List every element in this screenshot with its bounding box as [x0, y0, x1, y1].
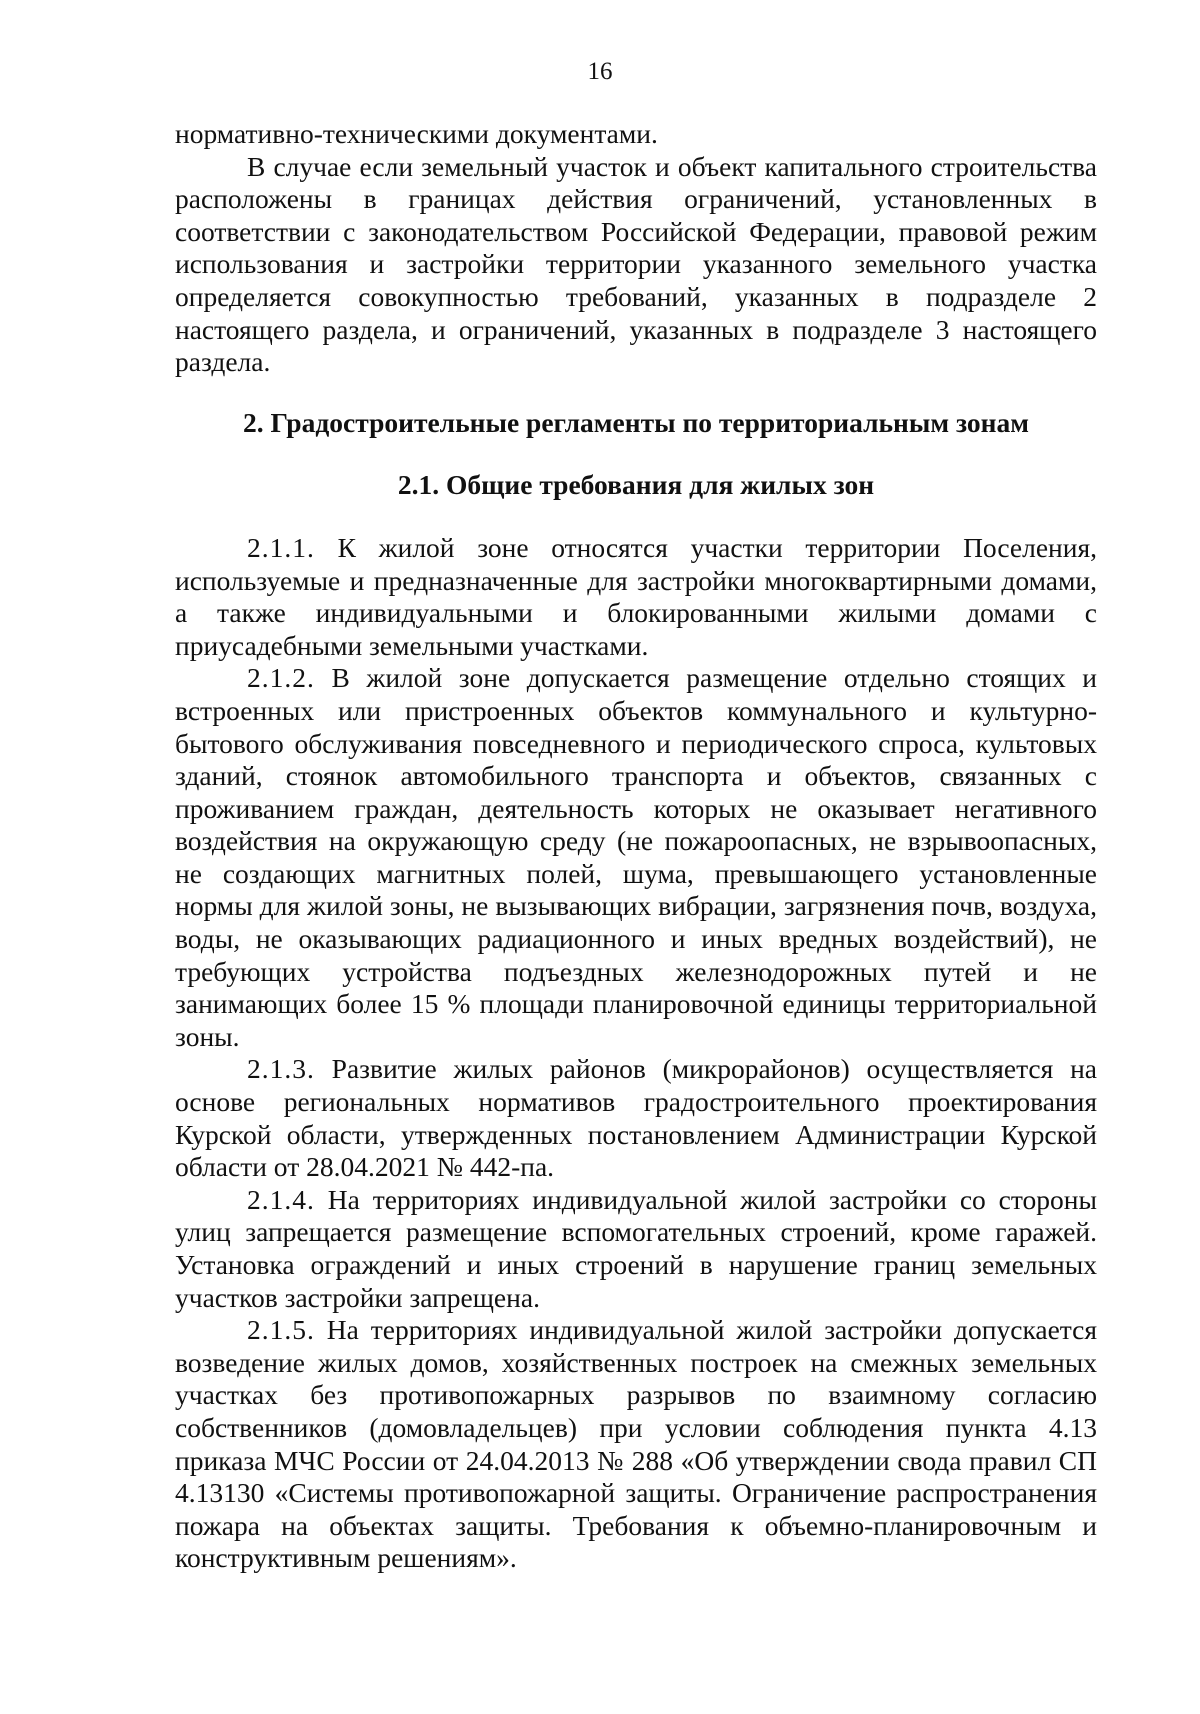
clause-2-1-1 [175, 532, 1097, 662]
clause-text: Развитие жилых районов (микрорайонов) осуществляется на основе региональных нормативов градостроительного проектирования Курской области, утвержденных постановлением Администрации Курской области от 28.04.2021 № 442-па. [175, 1053, 1097, 1183]
clause-number: 2.1.3. [247, 1053, 315, 1085]
clause-2-1-2 [175, 662, 1097, 1053]
clause-2-1-4 [175, 1184, 1097, 1314]
clause-number: 2.1.4. [247, 1183, 315, 1215]
paragraph-restrictions: В случае если земельный участок и объект капитального строительства расположены в границах действия ограничений, установленных в соответствии с законодательством Российской Федерации, правовой режим использования и застройки территории указанного земельного участка определяется совокупностью требований, указанных в подразделе 2 настоящего раздела, и ограничений, указанных в подразделе 3 настоящего раздела. [175, 150, 1097, 378]
paragraph-continuation: нормативно-техническими документами. [175, 118, 658, 149]
clause-text: К жилой зоне относятся участки территории Поселения, используемые и предназначенные для застройки многоквартирными домами, а также индивидуальными и блокированными жилыми домами с приусадебными земельными участками. [175, 531, 1098, 661]
section-heading: 2. Градостроительные регламенты по территориальным зонам [243, 406, 1029, 438]
clause-text: На территориях индивидуальной жилой застройки допускается возведение жилых домов, хозяйственных построек на смежных земельных участках без противопожарных разрывов по взаимному согласию собственников (домовладельцев) при условии соблюдения пункта 4.13 приказа МЧС России от 24.04.2013 № 288 «Об утверждении свода правил СП 4.13130 «Системы противопожарной защиты. Ограничение распространения пожара на объектах защиты. Требования к объемно-планировочным и конструктивным решениям». [175, 1314, 1098, 1574]
clause-2-1-3 [175, 1053, 1097, 1183]
document-body [175, 118, 1097, 1575]
page-number: 16 [587, 58, 613, 85]
clause-text: На территориях индивидуальной жилой застройки со стороны улиц запрещается размещение вспомогательных строений, кроме гаражей. Установка ограждений и иных строений в нарушение границ земельных участков застройки запрещена. [175, 1183, 1097, 1313]
clause-number: 2.1.2. [247, 662, 315, 694]
subsection-heading: 2.1. Общие требования для жилых зон [397, 469, 875, 501]
clause-2-1-5 [175, 1314, 1097, 1575]
clause-number: 2.1.5. [247, 1314, 315, 1346]
clause-number: 2.1.1. [247, 531, 315, 563]
clause-text: В жилой зоне допускается размещение отдельно стоящих и встроенных или пристроенных объектов коммунального и культурно-бытового обслуживания повседневного и периодического спроса, культовых зданий, стоянок автомобильного транспорта и объектов, связанных с проживанием граждан, деятельность которых не оказывает негативного воздействия на окружающую среду (не пожароопасных, не взрывоопасных, не создающих магнитных полей, шума, превышающего установленные нормы для жилой зоны, не вызывающих вибрации, загрязнения почв, воздуха, воды, не оказывающих радиационного и иных вредных воздействий), не требующих устройства подъездных железнодорожных путей и не занимающих более 15 % площади планировочной единицы территориальной зоны. [175, 662, 1098, 1052]
